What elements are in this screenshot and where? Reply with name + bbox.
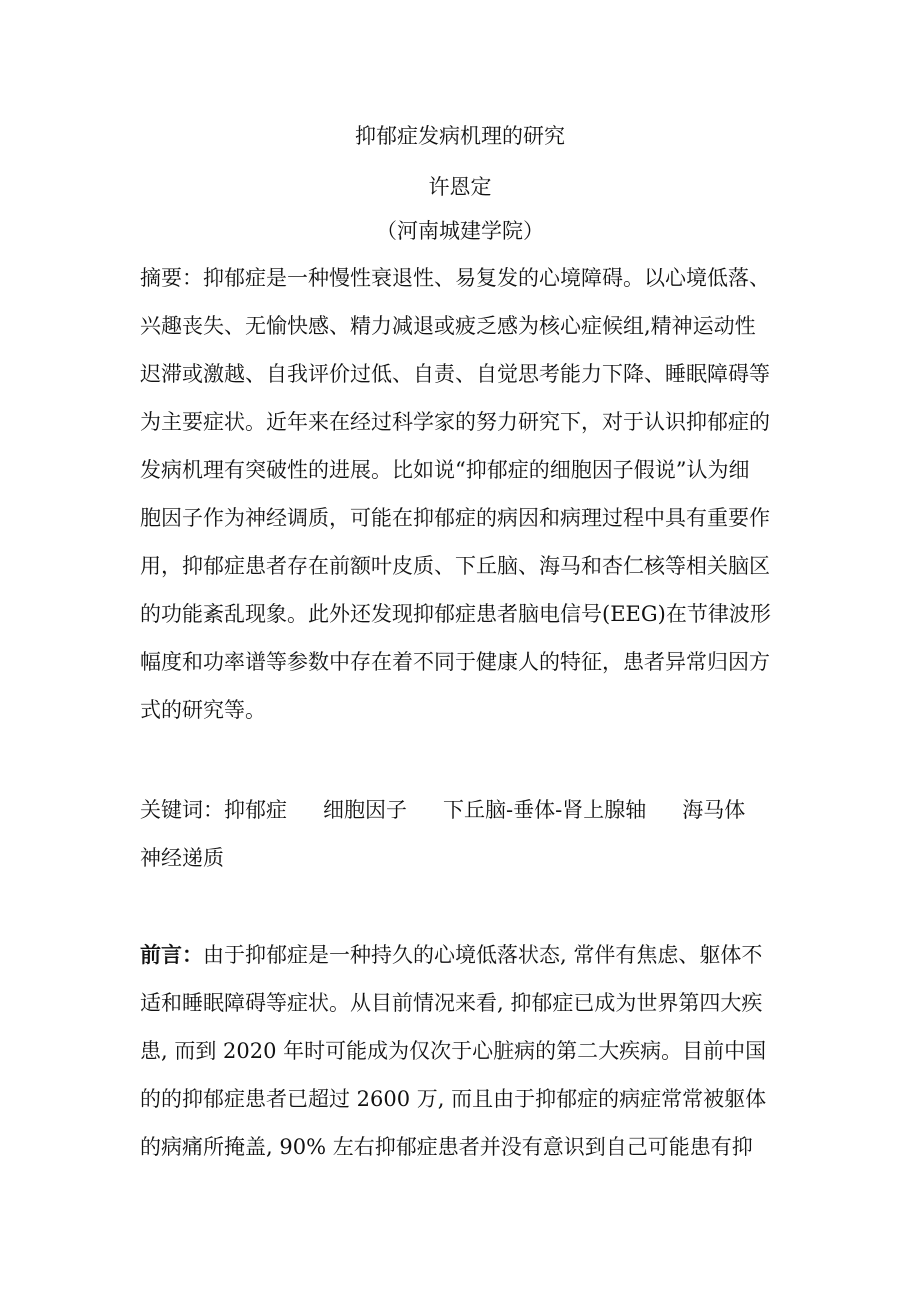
keyword-item: 海马体: [682, 798, 746, 822]
abstract-line: 摘要：抑郁症是一种慢性衰退性、易复发的心境障碍。以心境低落、: [140, 266, 770, 290]
preface-line: 的的抑郁症患者已超过 2600 万, 而且由于抑郁症的病症常常被躯体: [140, 1087, 767, 1111]
keyword-item: 神经递质: [140, 846, 224, 870]
keywords-line: [140, 795, 790, 843]
preface-label: 前言：: [140, 942, 203, 967]
abstract-line: 兴趣丧失、无愉快感、精力减退或疲乏感为核心症候组,精神运动性: [140, 314, 756, 338]
abstract-line: 迟滞或激越、自我评价过低、自责、自觉思考能力下降、睡眠障碍等: [140, 362, 770, 386]
abstract-line: 发病机理有突破性的进展。比如说“抑郁症的细胞因子假说”认为细: [140, 458, 750, 482]
keywords-line: [140, 843, 790, 891]
abstract-section: [140, 263, 790, 743]
preface-section: [140, 940, 790, 1180]
abstract-line: 式的研究等。: [140, 698, 266, 722]
author-affiliation: （河南城建学院）: [376, 219, 544, 243]
abstract-line: 的功能紊乱现象。此外还发现抑郁症患者脑电信号(EEG)在节律波形: [140, 602, 771, 626]
keywords-label: 关键词：: [140, 798, 224, 822]
abstract-line: 胞因子作为神经调质，可能在抑郁症的病因和病理过程中具有重要作: [140, 506, 770, 530]
preface-line: 的病痛所掩盖, 90% 左右抑郁症患者并没有意识到自己可能患有抑: [140, 1135, 753, 1159]
preface-line: [140, 940, 790, 988]
preface-line: 患, 而到 2020 年时可能成为仅次于心脏病的第二大疾病。目前中国: [140, 1039, 767, 1063]
preface-text: 由于抑郁症是一种持久的心境低落状态, 常伴有焦虑、躯体不: [203, 943, 763, 967]
keyword-item: 抑郁症: [224, 798, 287, 822]
abstract-line: 为主要症状。近年来在经过科学家的努力研究下，对于认识抑郁症的: [140, 410, 770, 434]
abstract-line: 用，抑郁症患者存在前额叶皮质、下丘脑、海马和杏仁核等相关脑区: [140, 554, 770, 578]
keywords-section: [140, 795, 790, 891]
abstract-line: 幅度和功率谱等参数中存在着不同于健康人的特征，患者异常归因方: [140, 650, 770, 674]
preface-line: 适和睡眠障碍等症状。从目前情况来看, 抑郁症已成为世界第四大疾: [140, 991, 763, 1015]
keyword-item: 细胞因子: [323, 798, 407, 822]
paper-title: 抑郁症发病机理的研究: [355, 124, 565, 148]
author-name: 许恩定: [428, 175, 492, 199]
keyword-item: 下丘脑-垂体-肾上腺轴: [443, 798, 647, 822]
